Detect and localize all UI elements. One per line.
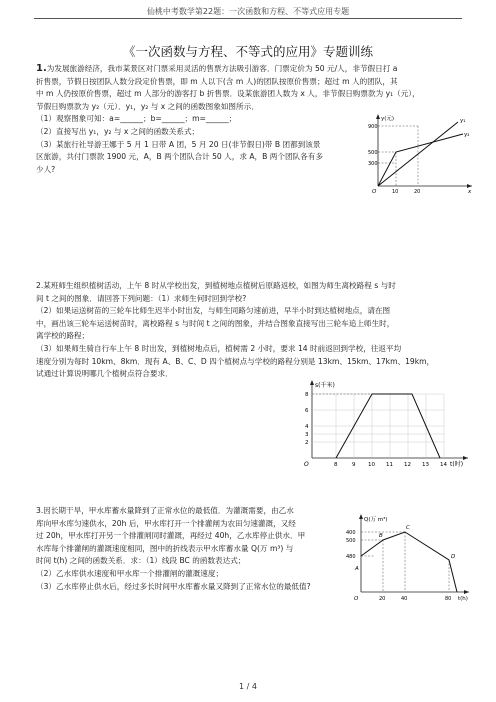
q1-line: （3）某旅行社导游王娜于 5 月 1 日带 A 团，5 月 20 日(非节假日)带 B 团都到该景 <box>36 139 321 149</box>
q2-y-label: s(千米) <box>315 382 335 389</box>
q2-x-tick: 12 <box>404 462 411 468</box>
q2-x-tick: 10 <box>368 462 375 468</box>
q2-line: 离学校的路程； <box>36 331 90 341</box>
q3-x-tick: 80 <box>445 596 452 602</box>
document-title: 《一次函数与方程、不等式的应用》专题训练 <box>122 44 373 59</box>
q3-line: 库向甲水库匀速供水，20h 后，甲水库打开一个排灌闸为农田匀速灌溉，又经 <box>36 518 296 528</box>
q3-line: 水库每个排灌闸的灌溉速度相同，图中的折线表示甲水库蓄水量 Q(万 m³) 与 <box>36 543 294 553</box>
header-divider <box>34 18 462 19</box>
q1-line: 中 m 人仍按原价售票，超过 m 人部分的游客打 b 折售票．设某旅游团人数为 x 人，非节假日购票款为 y₁（元）， <box>36 89 420 99</box>
q3-point-label: D <box>451 554 456 560</box>
q2-line: 试通过计算说明哪几个植树点符合要求． <box>36 369 173 379</box>
q3-x-label: t(h) <box>458 596 468 602</box>
q1-line: （1）观察图象可知：a=______；b=______；m=______； <box>36 114 237 124</box>
q3-y-label: Q(万 m³) <box>364 517 388 523</box>
q1-graph <box>368 112 478 194</box>
q1-line: 少人? <box>36 164 56 174</box>
q3-storage-line <box>361 532 457 592</box>
q3-y-tick: 500 <box>346 538 356 544</box>
q3-line: （2）乙水库供水速度和甲水库一个排灌闸的灌溉速度； <box>36 568 224 578</box>
q3-y-tick: 480 <box>346 554 356 560</box>
q2-line: 间 t 之间的图象．请回答下列问题：（1）求师生何时回到学校? <box>36 293 247 303</box>
q1-y-tick: 500 <box>368 150 378 156</box>
q2-x-label: t(时) <box>450 461 464 468</box>
q3-point-label: A <box>355 566 359 572</box>
q2-origin: O <box>304 461 309 468</box>
q2-line: 2.某班师生组织植树活动，上午 8 时从学校出发，到植树地点植树后原路返校，如图为师生离校路程 s 与时 <box>36 281 396 290</box>
page-header: 仙桃中考数学第22题：一次函数和方程、不等式应用专题 <box>146 7 350 16</box>
q2-line: 速度分别为每时 10km、8km．现有 A、B、C、D 四个植树点与学校的路程分别是 13km、15km、17km、19km， <box>36 356 435 366</box>
q2-x-tick: 13 <box>422 462 429 468</box>
q3-x-tick: 40 <box>401 596 408 602</box>
q3-point-label: B <box>379 533 383 539</box>
q1-number: 1. <box>36 63 47 74</box>
q1-y-tick: 300 <box>368 161 378 167</box>
y2-line <box>378 134 463 186</box>
q3-line: 时间 t(h) 之间的函数关系．求：（1）线段 BC 的函数表达式； <box>36 556 246 566</box>
q2-block <box>36 280 466 381</box>
q1-y-label: y(元) <box>381 116 395 122</box>
q1-x-tick: 20 <box>414 189 421 194</box>
q1-line: 1.为发展旅游经济，我市某景区对门票采用灵活的售票方法吸引游客．门票定价为 50 元/人，非节假日打 a <box>36 63 398 74</box>
q1-origin: O <box>372 189 377 194</box>
q3-origin: O <box>354 596 359 602</box>
q2-line: （3）如果师生骑自行车上午 8 时出发，到植树地点后，植树需 2 小时，要求 14 时前返回到学校，往返平均 <box>36 343 402 353</box>
q2-y-tick: 6 <box>305 408 309 414</box>
q1-line: （2）直接写出 y₁，y₂ 与 x 之间的函数关系式； <box>36 126 200 136</box>
page-number: 1 / 4 <box>239 682 257 691</box>
q2-y-tick: 4 <box>305 424 309 430</box>
q2-y-tick: 2 <box>305 440 309 446</box>
q3-line: 3.因长期干旱，甲水库蓄水量降到了正常水位的最低值．为灌溉需要，由乙水 <box>36 506 294 515</box>
q2-x-tick: 14 <box>440 462 447 468</box>
q1-line: 区旅游，共付门票款 1900 元，A，B 两个团队合计 50 人，求 A，B 两个团队各有多 <box>36 152 323 162</box>
q2-line: 中，画出该三轮车运送树苗时，离校路程 s 与时间 t 之间的图象，并结合图象直接写出三轮车追上师生时， <box>36 318 395 328</box>
q2-graph <box>300 378 475 470</box>
q1-series-label: y₁ <box>460 118 466 124</box>
q1-x-tick: 10 <box>392 189 399 194</box>
q2-x-tick: 11 <box>386 462 393 468</box>
q2-y-tick: 3 <box>305 432 309 438</box>
q1-x-label: x <box>468 189 472 194</box>
q1-y-tick: 900 <box>368 124 378 130</box>
q1-series-label: y₂ <box>464 132 470 138</box>
q3-graph <box>345 512 475 602</box>
q1-line: 节假日购票款为 y₂（元）．y₁，y₂ 与 x 之间的函数图象如图所示． <box>36 101 259 111</box>
q3-point-label: C <box>406 525 410 531</box>
q3-x-tick: 20 <box>379 596 386 602</box>
q3-line: （3）乙水库停止供水后，经过多长时间甲水库蓄水量又降到了正常水位的最低值? <box>36 581 311 591</box>
q2-x-tick: 8 <box>334 462 338 468</box>
q2-x-tick: 9 <box>352 462 356 468</box>
q2-y-tick: 8 <box>305 392 309 398</box>
q3-line: 过 20h，甲水库打开另一个排灌闸同时灌溉，再经过 40h，乙水库停止供水．甲 <box>36 531 306 541</box>
q3-y-tick: 400 <box>346 530 356 536</box>
q1-line: 折售票，节假日按团队人数分段定价售票，即 m 人以下(含 m 人)的团队按原价售票；超过 m 人的团队，其 <box>36 76 398 86</box>
q2-line: （2）如果运送树苗的三轮车比师生迟半小时出发，与师生同路匀速前进，早半小时到达植树地点，请在图 <box>36 306 391 316</box>
